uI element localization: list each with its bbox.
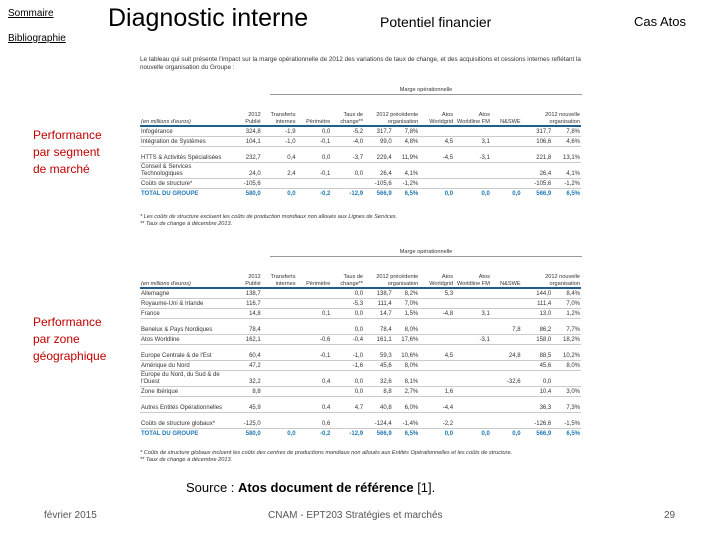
- cell: 7,7%: [552, 318, 581, 334]
- cell: [262, 370, 297, 386]
- cell: [491, 178, 522, 188]
- table-row: [140, 370, 581, 386]
- cell: 0,4: [297, 370, 332, 386]
- slide-title: Diagnostic interne: [108, 4, 309, 32]
- column-header: Transferts internes: [262, 258, 297, 288]
- column-header: Périmètre: [297, 96, 332, 126]
- cell: [262, 334, 297, 344]
- cell: 7,0%: [393, 298, 420, 308]
- cell: 0,0: [287, 431, 296, 437]
- cell: [262, 396, 297, 412]
- cell: 6,5%: [566, 431, 580, 437]
- cell: -0,4: [331, 334, 364, 344]
- cell: 24,0: [233, 162, 262, 178]
- cell: [454, 386, 491, 396]
- row-label: Autres Entités Opérationnelles: [140, 396, 233, 412]
- cell: [419, 298, 454, 308]
- slide-subtitle: Potentiel financier: [380, 14, 492, 30]
- cell: [297, 386, 332, 396]
- cell: -0,2: [319, 431, 331, 437]
- cell: -1,0: [262, 136, 297, 146]
- cell: [262, 298, 297, 308]
- cell: 566,9: [536, 191, 552, 197]
- cell: [331, 178, 364, 188]
- table-row: [140, 360, 581, 370]
- cell: 580,0: [245, 191, 261, 197]
- cell: 4,7: [331, 396, 364, 412]
- cell: 0,1: [297, 308, 332, 318]
- cell: 10,4: [522, 386, 553, 396]
- cell: [454, 126, 491, 136]
- cell: 0,6: [297, 412, 332, 428]
- cell: [491, 288, 522, 298]
- cell: 8,4%: [552, 288, 581, 298]
- cell: [454, 370, 491, 386]
- cell: 0,0: [331, 288, 364, 298]
- cell: [297, 178, 332, 188]
- row-label: Atos Worldline: [140, 334, 233, 344]
- cell: [491, 136, 522, 146]
- cell: 8,0%: [552, 360, 581, 370]
- column-header: 2012 précédente organisation: [364, 258, 419, 288]
- cell: 0,0: [331, 318, 364, 334]
- cell: 8,1%: [393, 370, 420, 386]
- cell: 0,0: [287, 191, 296, 197]
- cell: [454, 288, 491, 298]
- cell: 32,2: [233, 370, 262, 386]
- row-label: Intégration de Systèmes: [140, 136, 233, 146]
- cell: [419, 178, 454, 188]
- table-row: [140, 298, 581, 308]
- cell: 144,0: [522, 288, 553, 298]
- table-row: [140, 162, 581, 178]
- footnote: * Coûts de structure globaux incluent les coûts des centres de productions mondiaux non alloués aux Entités Opérationnelles et les coûts de structure.: [140, 450, 513, 456]
- cell: 4,1%: [552, 162, 581, 178]
- table-row: [140, 178, 581, 188]
- column-header: Atos Worldgrid: [419, 96, 454, 126]
- column-header: (en millions d'euros): [140, 96, 233, 126]
- cell: 45,6: [364, 360, 393, 370]
- cell: 1,6: [419, 386, 454, 396]
- cell: 161,1: [364, 334, 393, 344]
- row-label: Europe du Nord, du Sud & de l'Ouest: [140, 370, 233, 386]
- cell: 138,7: [233, 288, 262, 298]
- cell: 104,1: [233, 136, 262, 146]
- table-row: [140, 308, 581, 318]
- cell: 3,0%: [552, 386, 581, 396]
- cell: [491, 396, 522, 412]
- cell: 111,4: [364, 298, 393, 308]
- row-label: Benelux & Pays Nordiques: [140, 318, 233, 334]
- table-row: [140, 126, 581, 136]
- cell: 14,8: [233, 308, 262, 318]
- cell: [331, 412, 364, 428]
- cell: 162,1: [233, 334, 262, 344]
- column-header: 2012 Publié: [233, 96, 262, 126]
- cell: 0,0: [512, 431, 521, 437]
- table2-notes: [140, 450, 580, 464]
- cell: -126,6: [522, 412, 553, 428]
- cell: [262, 288, 297, 298]
- column-header: Atos Worldline FM: [454, 258, 491, 288]
- cell: [419, 126, 454, 136]
- footer-date: février 2015: [44, 510, 97, 521]
- column-header: 2012 Publié: [233, 258, 262, 288]
- cell: -105,6: [233, 178, 262, 188]
- column-header: Taux de change**: [331, 96, 364, 126]
- cell: -105,6: [364, 178, 393, 188]
- cell: 4,1%: [393, 162, 420, 178]
- cell: -4,8: [419, 308, 454, 318]
- cell: [454, 178, 491, 188]
- table-row: [140, 428, 581, 438]
- row-label: TOTAL DU GROUPE: [141, 191, 199, 197]
- footnote: * Les coûts de structure excluent les coûts de production mondiaux non alloués aux Lignes de Services.: [140, 214, 398, 220]
- cell: 10,2%: [552, 344, 581, 360]
- cell: -32,6: [491, 370, 522, 386]
- row-label: Amérique du Nord: [140, 360, 233, 370]
- column-header: Atos Worldgrid: [419, 258, 454, 288]
- section-label-segment: Performance par segment de marché: [33, 128, 102, 176]
- cell: -125,0: [233, 412, 262, 428]
- row-label: HTTS & Activités Spécialisées: [140, 146, 233, 162]
- footnote: ** Taux de change à décembre 2013.: [140, 221, 233, 227]
- cell: 4,5: [419, 136, 454, 146]
- cell: [491, 146, 522, 162]
- cell: -4,5: [419, 146, 454, 162]
- source-citation: Source : Atos document de référence [1].: [186, 480, 436, 495]
- row-label: Coûts de structure*: [140, 178, 233, 188]
- cell: 7,8%: [552, 126, 581, 136]
- cell: 4,6%: [552, 136, 581, 146]
- cell: -0,2: [319, 191, 331, 197]
- cell: [262, 412, 297, 428]
- cell: 45,9: [233, 396, 262, 412]
- cell: [454, 318, 491, 334]
- cell: 580,0: [245, 431, 261, 437]
- column-header: N&SWE: [491, 258, 522, 288]
- row-label: Zone Ibérique: [140, 386, 233, 396]
- group-header-1: Marge opérationnelle: [270, 87, 582, 95]
- cell: 111,4: [522, 298, 553, 308]
- cell: [262, 308, 297, 318]
- table-row: [140, 344, 581, 360]
- row-label: Conseil & Services Technologiques: [140, 162, 233, 178]
- cell: [297, 288, 332, 298]
- case-label: Cas Atos: [634, 14, 687, 29]
- cell: [491, 334, 522, 344]
- cell: -4,4: [419, 396, 454, 412]
- cell: [491, 126, 522, 136]
- cell: [297, 298, 332, 308]
- cell: 566,9: [376, 191, 392, 197]
- cell: 32,6: [364, 370, 393, 386]
- cell: 2,7%: [393, 386, 420, 396]
- cell: 88,5: [522, 344, 553, 360]
- column-header: Périmètre: [297, 258, 332, 288]
- cell: 8,0%: [393, 318, 420, 334]
- table-row: [140, 318, 581, 334]
- cell: 5,3: [419, 288, 454, 298]
- cell: -124,4: [364, 412, 393, 428]
- cell: 10,6%: [393, 344, 420, 360]
- column-header: Taux de change**: [331, 258, 364, 288]
- cell: 0,0: [481, 431, 490, 437]
- cell: [262, 318, 297, 334]
- cell: -105,6: [522, 178, 553, 188]
- row-label: Royaume-Uni & Irlande: [140, 298, 233, 308]
- cell: 78,4: [364, 318, 393, 334]
- cell: [419, 318, 454, 334]
- cell: [419, 162, 454, 178]
- group-header-2: Marge opérationnelle: [270, 249, 582, 257]
- cell: 138,7: [364, 288, 393, 298]
- column-header: 2012 nouvelle organisation: [522, 96, 581, 126]
- column-header: Atos Worldline FM: [454, 96, 491, 126]
- table-row: [140, 334, 581, 344]
- cell: [454, 298, 491, 308]
- cell: 36,3: [522, 396, 553, 412]
- cell: 6,0%: [393, 396, 420, 412]
- row-label: Europe Centrale & de l'Est: [140, 344, 233, 360]
- cell: [491, 298, 522, 308]
- cell: 3,1: [454, 136, 491, 146]
- cell: 324,8: [233, 126, 262, 136]
- cell: 7,3%: [552, 396, 581, 412]
- cell: [262, 344, 297, 360]
- cell: 0,0: [297, 146, 332, 162]
- table-zone: [140, 258, 581, 438]
- cell: -3,7: [331, 146, 364, 162]
- cell: [491, 308, 522, 318]
- cell: -1,2%: [393, 178, 420, 188]
- page-number: 29: [664, 510, 676, 521]
- table1-notes: [140, 214, 580, 228]
- cell: 4,8%: [393, 136, 420, 146]
- intro-text: Le tableau qui suit présente l'impact sur la marge opérationnelle de 2012 des variations de taux de change, et des acquisitions et cessions internes reflétant la nouvelle organisation du Groupe :: [140, 56, 581, 71]
- column-header: (en millions d'euros): [140, 258, 233, 288]
- cell: 0,0: [297, 126, 332, 136]
- column-header: 2012 nouvelle organisation: [522, 258, 581, 288]
- cell: 59,3: [364, 344, 393, 360]
- cell: 45,6: [522, 360, 553, 370]
- table-row: [140, 386, 581, 396]
- cell: [419, 360, 454, 370]
- cell: [491, 412, 522, 428]
- header-row: [140, 96, 581, 126]
- cell: 47,2: [233, 360, 262, 370]
- cell: 106,6: [522, 136, 553, 146]
- cell: -1,9: [262, 126, 297, 136]
- cell: [297, 360, 332, 370]
- cell: [491, 386, 522, 396]
- cell: -5,3: [331, 298, 364, 308]
- cell: [262, 360, 297, 370]
- cell: 2,4: [262, 162, 297, 178]
- table-row: [140, 136, 581, 146]
- cell: 116,7: [233, 298, 262, 308]
- cell: 0,0: [331, 162, 364, 178]
- header-row: [140, 258, 581, 288]
- cell: 26,4: [522, 162, 553, 178]
- cell: 40,8: [364, 396, 393, 412]
- table-row: [140, 188, 581, 198]
- cell: 60,4: [233, 344, 262, 360]
- table-row: [140, 396, 581, 412]
- cell: 8,0%: [393, 360, 420, 370]
- cell: 8,8: [233, 386, 262, 396]
- cell: -3,1: [454, 146, 491, 162]
- cell: 26,4: [364, 162, 393, 178]
- cell: 0,0: [331, 308, 364, 318]
- cell: 317,7: [364, 126, 393, 136]
- cell: 99,0: [364, 136, 393, 146]
- cell: [454, 360, 491, 370]
- table-row: [140, 146, 581, 162]
- cell: 0,0: [331, 386, 364, 396]
- cell: [454, 412, 491, 428]
- cell: [419, 334, 454, 344]
- cell: 8,8: [364, 386, 393, 396]
- row-label: Allemagne: [140, 288, 233, 298]
- cell: -2,2: [419, 412, 454, 428]
- cell: 6,5%: [404, 431, 419, 437]
- cell: 0,0: [444, 191, 454, 197]
- cell: 14,7: [364, 308, 393, 318]
- cell: 7,8%: [393, 126, 420, 136]
- row-label: Coûts de structure globaux*: [140, 412, 233, 428]
- cell: 78,4: [233, 318, 262, 334]
- cell: [262, 386, 297, 396]
- sommaire-link[interactable]: Sommaire: [8, 8, 54, 19]
- cell: 18,2%: [552, 334, 581, 344]
- cell: [454, 162, 491, 178]
- cell: 566,9: [376, 431, 392, 437]
- cell: -4,0: [331, 136, 364, 146]
- column-header: 2012 précédente organisation: [364, 96, 419, 126]
- cell: [419, 370, 454, 386]
- cell: 317,7: [522, 126, 553, 136]
- cell: 6,5%: [566, 191, 580, 197]
- cell: -0,1: [297, 344, 332, 360]
- cell: 0,0: [512, 191, 521, 197]
- column-header: Transferts internes: [262, 96, 297, 126]
- table-segment: [140, 96, 581, 198]
- cell: 86,2: [522, 318, 553, 334]
- cell: 4,5: [419, 344, 454, 360]
- cell: 0,0: [481, 191, 490, 197]
- cell: 3,1: [454, 308, 491, 318]
- row-label: France: [140, 308, 233, 318]
- section-label-zone: Performance par zone géographique: [33, 315, 107, 363]
- cell: -1,5%: [552, 412, 581, 428]
- cell: 158,0: [522, 334, 553, 344]
- cell: -0,1: [297, 136, 332, 146]
- cell: 229,4: [364, 146, 393, 162]
- cell: 13,0: [522, 308, 553, 318]
- cell: [552, 370, 581, 386]
- cell: 24,8: [491, 344, 522, 360]
- row-label: Infogérance: [140, 126, 233, 136]
- cell: 0,4: [262, 146, 297, 162]
- cell: -1,0: [331, 344, 364, 360]
- row-label: TOTAL DU GROUPE: [141, 431, 199, 437]
- cell: 566,9: [536, 431, 552, 437]
- cell: -5,2: [331, 126, 364, 136]
- bibliographie-link[interactable]: Bibliographie: [8, 33, 66, 44]
- table-row: [140, 288, 581, 298]
- cell: 0,4: [297, 396, 332, 412]
- cell: 232,7: [233, 146, 262, 162]
- cell: [262, 178, 297, 188]
- cell: -12,9: [349, 191, 364, 197]
- cell: 1,5%: [393, 308, 420, 318]
- cell: [454, 396, 491, 412]
- column-header: N&SWE: [491, 96, 522, 126]
- cell: 0,0: [522, 370, 553, 386]
- cell: -0,1: [297, 162, 332, 178]
- cell: 7,8: [491, 318, 522, 334]
- cell: -1,4%: [393, 412, 420, 428]
- cell: 8,2%: [393, 288, 420, 298]
- cell: -1,6: [331, 360, 364, 370]
- cell: [491, 360, 522, 370]
- cell: 221,8: [522, 146, 553, 162]
- footnote: ** Taux de change à décembre 2013.: [140, 457, 233, 463]
- cell: 11,9%: [393, 146, 420, 162]
- cell: -3,1: [454, 334, 491, 344]
- footer-course: CNAM - EPT203 Stratégies et marchés: [268, 510, 443, 521]
- cell: [297, 318, 332, 334]
- cell: [491, 162, 522, 178]
- cell: 17,6%: [393, 334, 420, 344]
- cell: 0,0: [331, 370, 364, 386]
- cell: 13,1%: [552, 146, 581, 162]
- cell: 1,2%: [552, 308, 581, 318]
- table-row: [140, 412, 581, 428]
- cell: -1,2%: [552, 178, 581, 188]
- cell: 6,5%: [404, 191, 419, 197]
- cell: 7,0%: [552, 298, 581, 308]
- cell: -0,6: [297, 334, 332, 344]
- cell: 0,0: [444, 431, 454, 437]
- cell: -12,9: [349, 431, 364, 437]
- cell: [454, 344, 491, 360]
